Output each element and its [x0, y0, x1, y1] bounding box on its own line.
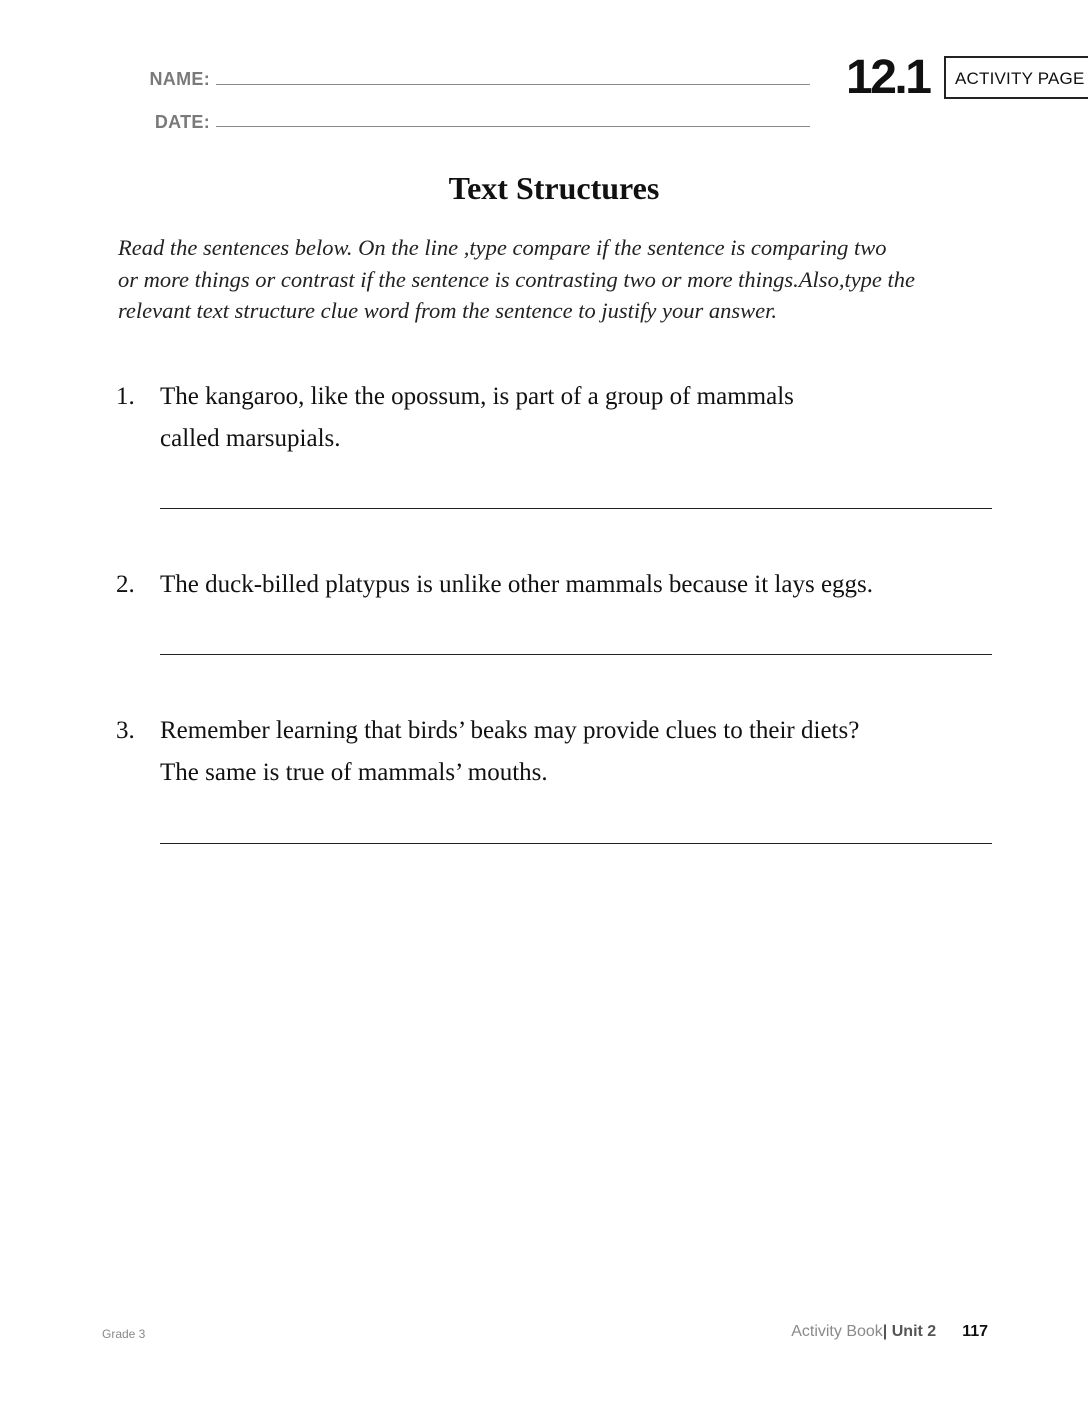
question-text-line: The same is true of mammals’ mouths.: [160, 759, 548, 786]
activity-page-badge: ACTIVITY PAGE: [944, 56, 1088, 99]
question-text-line: called marsupials.: [160, 425, 341, 452]
question-number: 1.: [116, 383, 135, 410]
footer-unit: Unit 2: [891, 1323, 937, 1340]
date-line[interactable]: [216, 126, 810, 127]
instructions-line: Read the sentences below. On the line ,type compare if the sentence is comparing two: [118, 235, 887, 260]
date-label: DATE:: [154, 112, 210, 132]
instructions-line: relevant text structure clue word from the sentence to justify your answer.: [118, 298, 778, 323]
question-number: 2.: [116, 571, 135, 598]
footer-separator: |: [882, 1323, 888, 1340]
question-text: [160, 376, 990, 460]
footer-book: Activity Book: [791, 1323, 883, 1340]
answer-line-1[interactable]: [160, 508, 992, 509]
activity-number: 12.1: [846, 51, 930, 104]
question-text: [160, 564, 990, 606]
question-text-line: The duck-billed platypus is unlike other mammals because it lays eggs.: [160, 571, 874, 598]
footer-page-number: 117: [962, 1323, 988, 1340]
question-text-line: Remember learning that birds’ beaks may provide clues to their diets?: [160, 717, 860, 744]
question-text: [160, 710, 990, 794]
answer-line-2[interactable]: [160, 654, 992, 655]
question-number: 3.: [116, 717, 135, 744]
name-label: NAME:: [149, 69, 210, 89]
name-line[interactable]: [216, 84, 810, 85]
footer-grade: Grade 3: [102, 1327, 146, 1341]
instructions-line: or more things or contrast if the sentence is contrasting two or more things.Also,type the: [118, 266, 916, 292]
page-title: Text Structures: [448, 170, 660, 206]
footer-book-info: [791, 1323, 988, 1341]
instructions: [118, 232, 1018, 327]
question-text-line: The kangaroo, like the opossum, is part of a group of mammals: [160, 383, 794, 410]
answer-line-3[interactable]: [160, 843, 992, 844]
